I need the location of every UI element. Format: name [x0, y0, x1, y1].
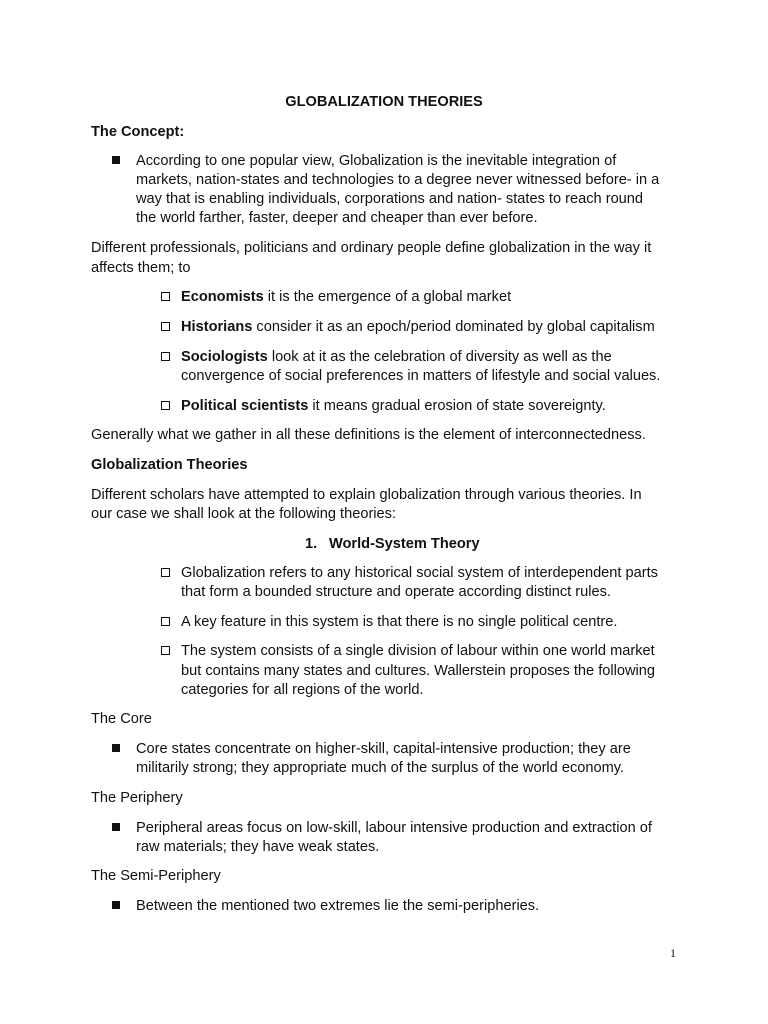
theories-intro-line: Different scholars have attempted to explain globalization through various theories. In — [91, 487, 642, 503]
definition-text: it means gradual erosion of state sovereignty. — [308, 398, 606, 414]
theory-1-title: World-System Theory — [329, 536, 480, 552]
document-title: GLOBALIZATION THEORIES — [285, 94, 483, 110]
page-number: 1 — [670, 946, 676, 960]
periphery-bullet-line: Peripheral areas focus on low-skill, labour intensive production and extraction of — [136, 820, 652, 836]
theories-heading: Globalization Theories — [91, 457, 248, 473]
definition-text: it is the emergence of a global market — [263, 289, 512, 305]
semi-periphery-bullet: Between the mentioned two extremes lie the semi-peripheries. — [136, 898, 540, 914]
periphery-bullet-line: raw materials; they have weak states. — [136, 839, 380, 855]
checkbox-bullet-icon — [161, 401, 170, 410]
checkbox-bullet-icon — [161, 568, 170, 577]
periphery-heading: The Periphery — [91, 790, 183, 806]
definition-text: consider it as an epoch/period dominated by global capitalism — [252, 319, 655, 335]
theory-point-line: Globalization refers to any historical social system of interdependent parts — [181, 565, 658, 581]
square-bullet-icon — [112, 744, 120, 752]
summary-text: Generally what we gather in all these definitions is the element of interconnectedness. — [91, 427, 646, 443]
concept-heading: The Concept: — [91, 124, 185, 140]
checkbox-bullet-icon — [161, 617, 170, 626]
square-bullet-icon — [112, 823, 120, 831]
checkbox-bullet-icon — [161, 646, 170, 655]
concept-bullet-line: the world farther, faster, deeper and cheaper than ever before. — [136, 210, 538, 226]
definition-economists — [181, 288, 511, 308]
theories-intro-line: our case we shall look at the following theories: — [91, 506, 397, 522]
intro-line: Different professionals, politicians and ordinary people define globalization in the way it — [91, 240, 652, 256]
theory-point-line: A key feature in this system is that there is no single political centre. — [181, 614, 618, 630]
theory-point-line: but contains many states and cultures. Wallerstein proposes the following — [181, 663, 656, 679]
theory-point-line: The system consists of a single division of labour within one world market — [181, 643, 655, 659]
definition-historians — [181, 318, 655, 338]
definition-term: Political scientists — [181, 398, 309, 414]
definition-term: Historians — [181, 319, 253, 335]
concept-bullet-line: way that is enabling individuals, corporations and nation- states to reach round — [136, 191, 644, 207]
checkbox-bullet-icon — [161, 352, 170, 361]
theory-1-number: 1. — [305, 536, 318, 552]
concept-bullet-line: markets, nation-states and technologies to a degree never witnessed before- in a — [136, 172, 660, 188]
definition-sociologists — [181, 348, 612, 368]
definition-text: look at it as the celebration of diversity as well as the — [267, 349, 612, 365]
square-bullet-icon — [112, 901, 120, 909]
checkbox-bullet-icon — [161, 292, 170, 301]
core-heading: The Core — [91, 711, 152, 727]
definition-term: Economists — [181, 289, 264, 305]
theory-point-line: that form a bounded structure and operate according distinct rules. — [181, 584, 611, 600]
theory-point-line: categories for all regions of the world. — [181, 682, 424, 698]
checkbox-bullet-icon — [161, 322, 170, 331]
intro-line: affects them; to — [91, 260, 191, 276]
concept-bullet-line: According to one popular view, Globalization is the inevitable integration of — [136, 153, 617, 169]
semi-periphery-heading: The Semi-Periphery — [91, 868, 221, 884]
definition-political-scientists — [181, 397, 606, 417]
core-bullet-line: militarily strong; they appropriate much of the surplus of the world economy. — [136, 760, 625, 776]
square-bullet-icon — [112, 156, 120, 164]
definition-term: Sociologists — [181, 349, 268, 365]
core-bullet-line: Core states concentrate on higher-skill, capital-intensive production; they are — [136, 741, 631, 757]
definition-text: convergence of social preferences in matters of lifestyle and social values. — [181, 368, 661, 384]
